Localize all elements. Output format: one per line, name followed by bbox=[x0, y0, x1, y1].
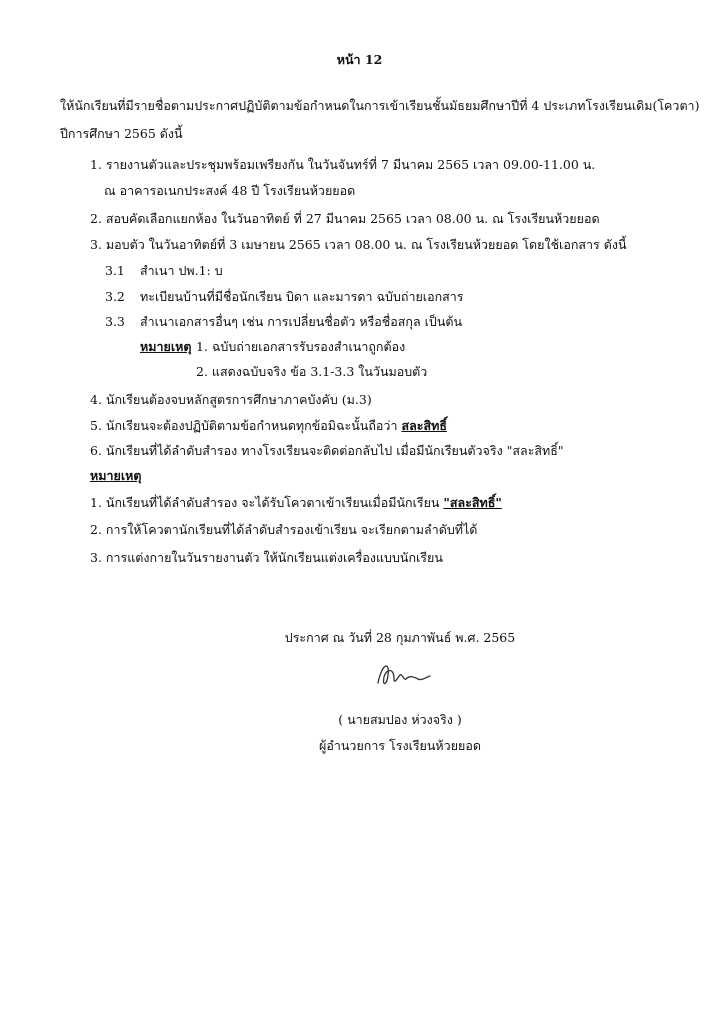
item-5-text: 5. นักเรียนจะต้องปฏิบัติตามข้อกำหนดทุกข้อมิฉะนั้นถือว่า bbox=[90, 418, 402, 433]
intro-line-2: ปีการศึกษา 2565 ดังนี้ bbox=[60, 126, 183, 141]
sub-item-3-2-number: 3.2 bbox=[105, 289, 125, 304]
item-1-line-2: ณ อาคารอเนกประสงค์ 48 ปี โรงเรียนห้วยยอด bbox=[104, 183, 356, 198]
item-5-emphasis: สละสิทธิ์ bbox=[401, 418, 447, 433]
page-number: หน้า 12 bbox=[336, 52, 383, 67]
remark-1-text: 1. นักเรียนที่ได้ลำดับสำรอง จะได้รับโควตาเข้าเรียนเมื่อมีนักเรียน bbox=[90, 495, 444, 510]
item-3: 3. มอบตัว ในวันอาทิตย์ที่ 3 เมษายน 2565 เวลา 08.00 น. ณ โรงเรียนห้วยยอด โดยใช้เอกสาร ดังนี้ bbox=[90, 237, 627, 252]
signature-image bbox=[372, 655, 432, 695]
remark-1 bbox=[90, 495, 502, 510]
remark-2: 2. การให้โควตานักเรียนที่ได้ลำดับสำรองเข้าเรียน จะเรียกตามลำดับที่ได้ bbox=[90, 522, 478, 537]
sub-item-3-3-text: สำเนาเอกสารอื่นๆ เช่น การเปลี่ยนชื่อตัว หรือชื่อสกุล เป็นต้น bbox=[140, 314, 463, 329]
note-label: หมายเหตุ bbox=[140, 339, 192, 354]
sub-item-3-1-text: สำเนา ปพ.1: บ bbox=[140, 263, 223, 278]
item-5 bbox=[90, 418, 447, 433]
item-2: 2. สอบคัดเลือกแยกห้อง ในวันอาทิตย์ ที่ 27 มีนาคม 2565 เวลา 08.00 น. ณ โรงเรียนห้วยยอด bbox=[90, 211, 600, 226]
item-6: 6. นักเรียนที่ได้ลำดับสำรอง ทางโรงเรียนจะติดต่อกลับไป เมื่อมีนักเรียนตัวจริง "สละสิทธิ์" bbox=[90, 443, 564, 458]
remarks-label: หมายเหตุ bbox=[90, 468, 142, 483]
signer-title: ผู้อำนวยการ โรงเรียนห้วยยอด bbox=[319, 738, 481, 753]
note-1: 1. ฉบับถ่ายเอกสารรับรองสำเนาถูกต้อง bbox=[196, 339, 406, 354]
signer-name: ( นายสมปอง ห่วงจริง ) bbox=[338, 712, 462, 727]
item-4: 4. นักเรียนต้องจบหลักสูตรการศึกษาภาคบังคับ (ม.3) bbox=[90, 392, 372, 407]
sub-item-3-1-number: 3.1 bbox=[105, 263, 125, 278]
sub-item-3-3-number: 3.3 bbox=[105, 314, 125, 329]
item-1-line-1: 1. รายงานตัวและประชุมพร้อมเพรียงกัน ในวันจันทร์ที่ 7 มีนาคม 2565 เวลา 09.00-11.00 น. bbox=[90, 157, 596, 172]
note-2: 2. แสดงฉบับจริง ข้อ 3.1-3.3 ในวันมอบตัว bbox=[196, 364, 428, 379]
announcement-date: ประกาศ ณ วันที่ 28 กุมภาพันธ์ พ.ศ. 2565 bbox=[284, 630, 516, 645]
sub-item-3-2-text: ทะเบียนบ้านที่มีชื่อนักเรียน บิดา และมารดา ฉบับถ่ายเอกสาร bbox=[140, 289, 464, 304]
remark-3: 3. การแต่งกายในวันรายงานตัว ให้นักเรียนแต่งเครื่องแบบนักเรียน bbox=[90, 550, 443, 565]
remark-1-emphasis: "สละสิทธิ์" bbox=[443, 495, 502, 510]
intro-line-1: ให้นักเรียนที่มีรายชื่อตามประกาศปฏิบัติตามข้อกำหนดในการเข้าเรียนชั้นมัธยมศึกษาปีที่ 4 ประเภทโรงเรียนเดิม(โควตา) bbox=[60, 98, 700, 113]
